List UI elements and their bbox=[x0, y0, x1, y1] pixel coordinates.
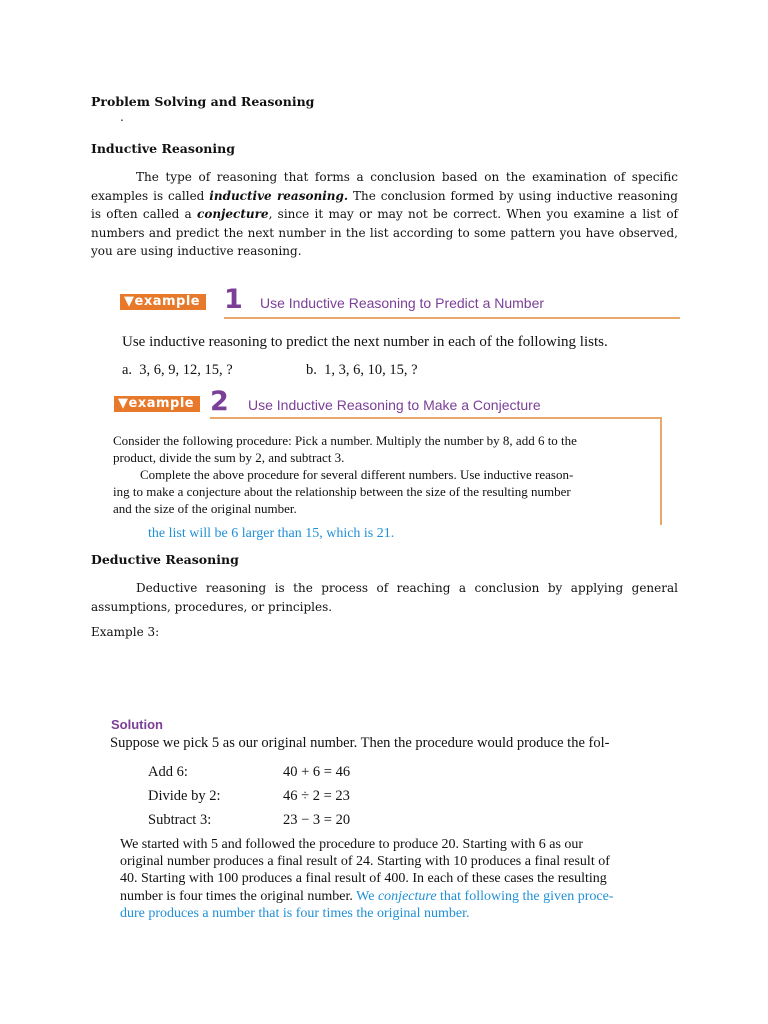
example-2-answer-fragment: the list will be 6 larger than 15, which is 21. bbox=[148, 526, 395, 541]
inductive-heading: Inductive Reasoning bbox=[91, 141, 235, 156]
example-2-title: Use Inductive Reasoning to Make a Conjecture bbox=[248, 397, 541, 413]
example-3-label: Example 3: bbox=[91, 625, 160, 639]
solution-line-4 bbox=[120, 888, 680, 905]
example-1-part-b: b. 1, 3, 6, 10, 15, ? bbox=[306, 362, 418, 378]
example-1-header bbox=[120, 284, 680, 315]
inductive-paragraph bbox=[91, 168, 678, 261]
example-2-number: 2 bbox=[210, 386, 229, 417]
inductive-text-1: The type of reasoning that forms a conclusion based on the examination of specific examples is called bbox=[91, 170, 678, 203]
term-inductive-reasoning: inductive reasoning. bbox=[209, 188, 349, 203]
step-expression: 40 + 6 = 46 bbox=[283, 763, 351, 780]
example-2-line-5: and the size of the original number. bbox=[113, 501, 297, 516]
page-title: Problem Solving and Reasoning bbox=[91, 94, 315, 109]
example-1-title: Use Inductive Reasoning to Predict a Number bbox=[260, 295, 545, 311]
term-conjecture: conjecture bbox=[197, 207, 269, 221]
solution-line-4-text: number is four times the original number. bbox=[120, 888, 357, 904]
example-1-number: 1 bbox=[224, 284, 243, 315]
solution-intro: Suppose we pick 5 as our original number. Then the procedure would produce the fol- bbox=[110, 735, 610, 751]
example-2-line-4: ing to make a conjecture about the relationship between the size of the resulting number bbox=[113, 484, 571, 499]
example-2-tag: ▼example bbox=[114, 396, 200, 412]
deductive-heading: Deductive Reasoning bbox=[91, 552, 239, 567]
example-2-line-3: Complete the above procedure for several different numbers. Use inductive reason- bbox=[140, 467, 574, 482]
solution-line-5: dure produces a number that is four times the original number. bbox=[120, 905, 470, 921]
example-1-prompt: Use inductive reasoning to predict the next number in each of the following lists. bbox=[122, 334, 608, 350]
step-label: Subtract 3: bbox=[148, 811, 212, 828]
step-row bbox=[148, 784, 350, 808]
example-1-part-a: a. 3, 6, 9, 12, 15, ? bbox=[122, 362, 233, 378]
step-row bbox=[148, 808, 350, 832]
example-2-side-rule bbox=[660, 417, 662, 525]
step-expression: 23 − 3 = 20 bbox=[283, 811, 351, 828]
step-row bbox=[148, 760, 350, 784]
deductive-paragraph: Deductive reasoning is the process of reaching a conclusion by applying general assumptions, procedures, or principles. bbox=[91, 581, 678, 614]
example-2-body bbox=[113, 432, 658, 517]
step-label: Divide by 2: bbox=[148, 787, 221, 804]
stray-dot: . bbox=[120, 110, 124, 124]
step-label: Add 6: bbox=[148, 763, 188, 780]
example-1-tag: ▼example bbox=[120, 294, 206, 310]
example-2-rule bbox=[210, 417, 662, 419]
solution-line-2: original number produces a final result of 24. Starting with 10 produces a final result of bbox=[120, 854, 610, 870]
step-expression: 46 ÷ 2 = 23 bbox=[283, 787, 350, 804]
solution-steps bbox=[148, 760, 350, 832]
solution-line-1: We started with 5 and followed the procedure to produce 20. Starting with 6 as our bbox=[120, 837, 584, 852]
solution-line-4-rest: that following the given proce- bbox=[436, 888, 614, 904]
inductive-text-2: The conclusion formed by using inductive reasoning is often called a bbox=[91, 188, 678, 221]
solution-title: Solution bbox=[111, 717, 163, 732]
solution-line-4-we: We bbox=[356, 888, 378, 904]
solution-term-conjecture: conjecture bbox=[377, 888, 437, 904]
solution-line-3: 40. Starting with 100 produces a final result of 400. In each of these cases the resulting bbox=[120, 871, 607, 887]
inductive-text-3: , since it may or may not be correct. When you examine a list of numbers and predict the next number in the list according to some pattern you have observed, you are using inductive reasoning. bbox=[91, 207, 678, 258]
solution-conclusion bbox=[120, 836, 680, 922]
example-2-line-2: product, divide the sum by 2, and subtract 3. bbox=[113, 450, 345, 465]
example-1-rule bbox=[224, 317, 680, 319]
example-2-header bbox=[114, 386, 662, 417]
example-2-line-1: Consider the following procedure: Pick a number. Multiply the number by 8, add 6 to the bbox=[113, 433, 577, 448]
